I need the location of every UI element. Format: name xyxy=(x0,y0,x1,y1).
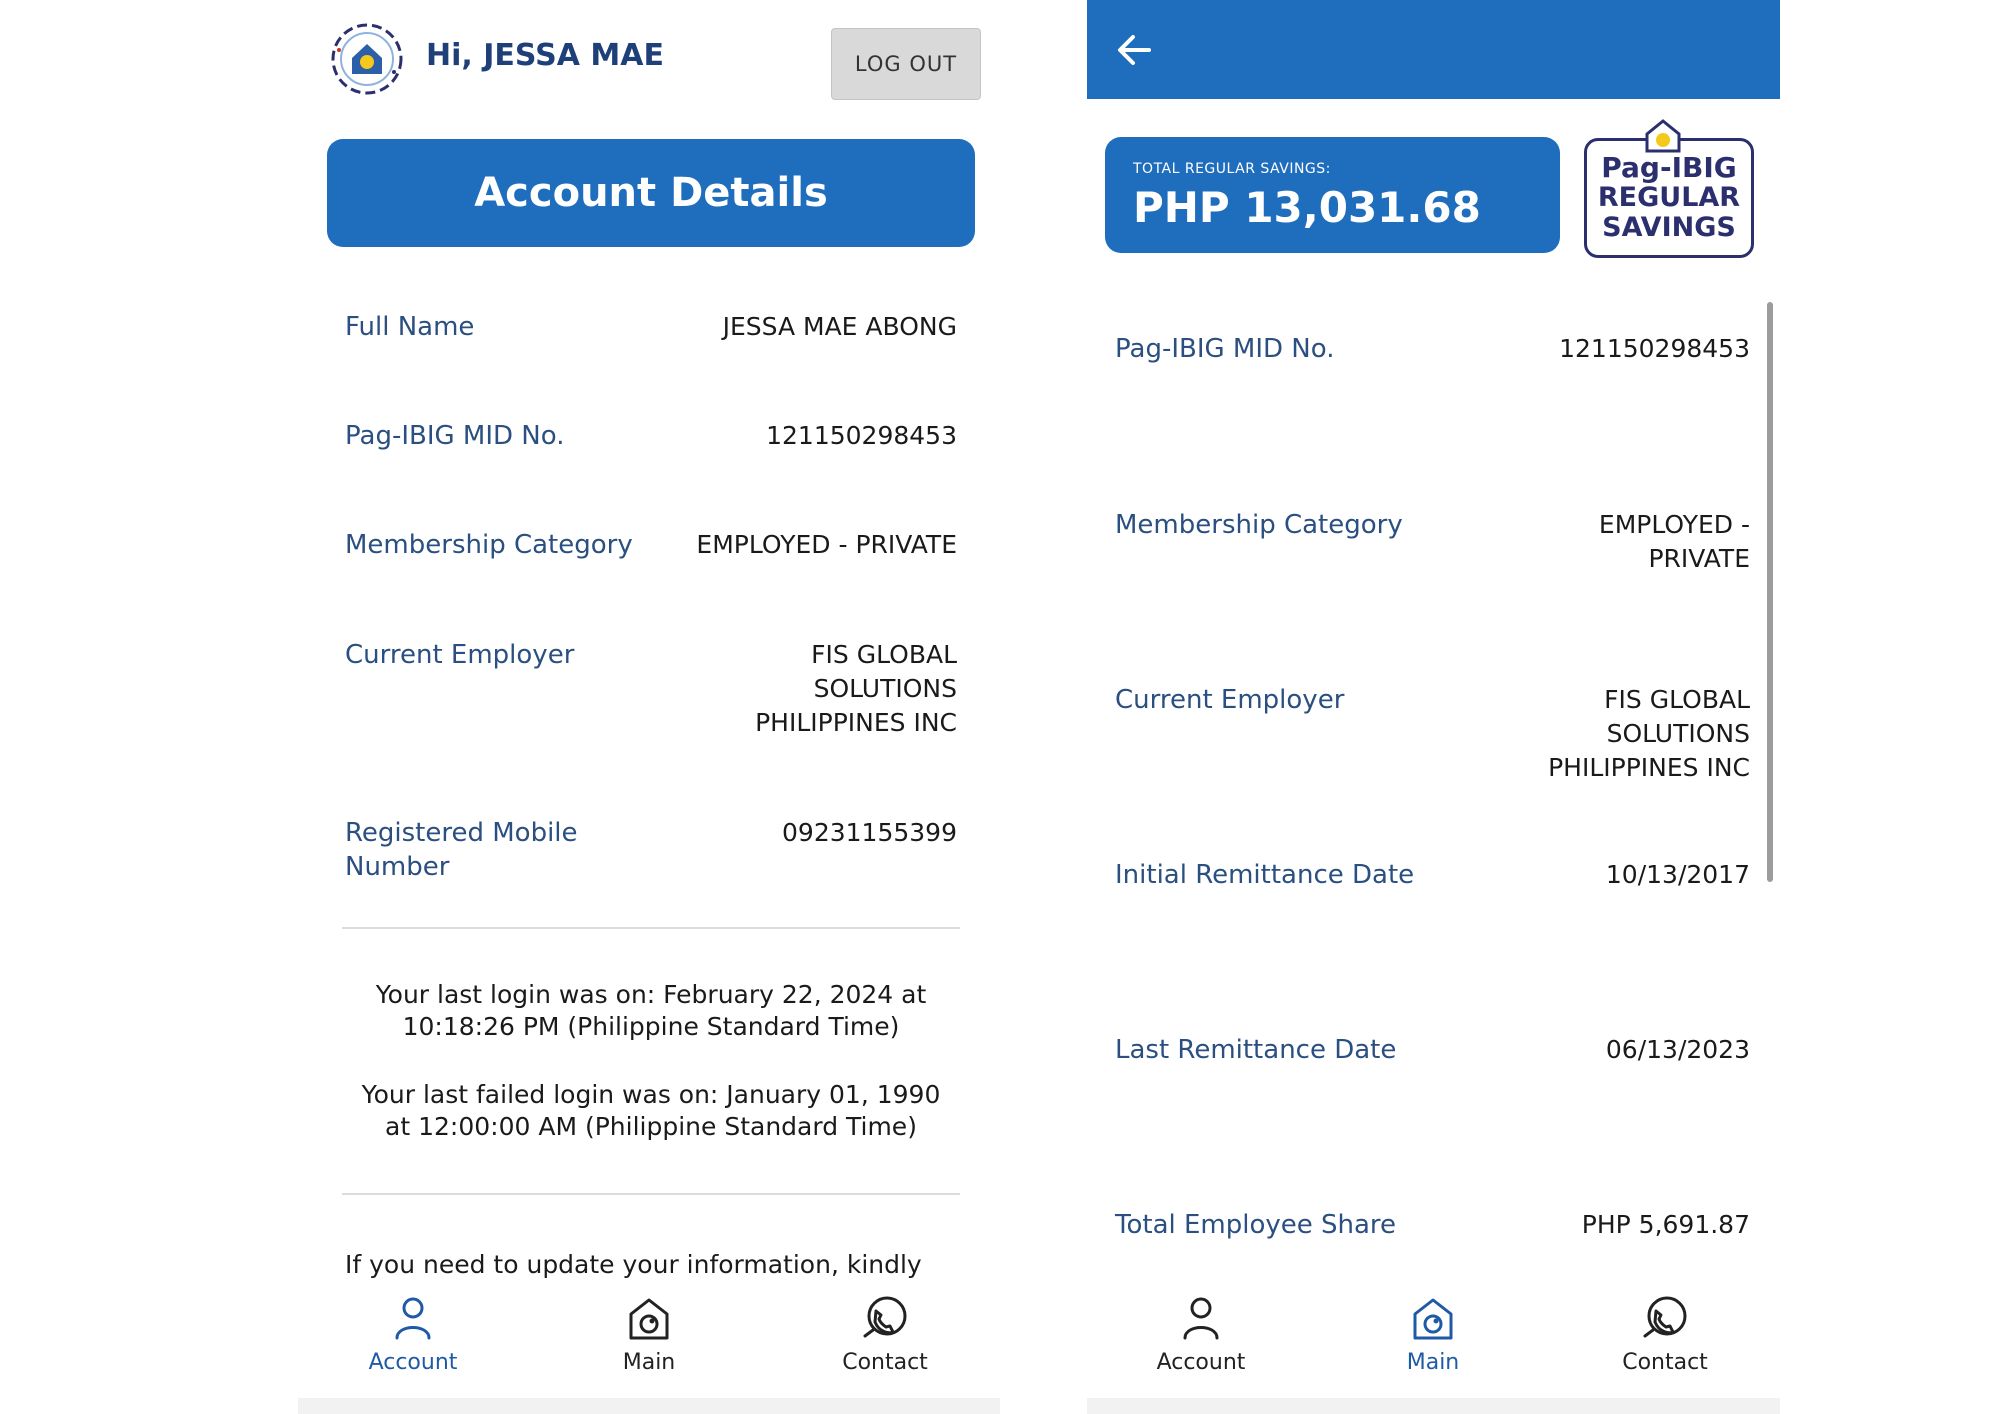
current-employer-line: SOLUTIONS xyxy=(813,674,957,703)
last-login-line: Your last login was on: February 22, 2024 at xyxy=(375,980,927,1009)
person-icon xyxy=(387,1292,439,1344)
initial-remittance-value: 10/13/2017 xyxy=(1605,860,1750,889)
logout-button[interactable]: LOG OUT xyxy=(831,28,981,100)
account-details-screen xyxy=(298,0,1000,1414)
update-info-line: If you need to update your information, kindly xyxy=(345,1250,922,1279)
current-employer-line: FIS GLOBAL xyxy=(1604,685,1750,714)
bottom-nav xyxy=(1087,1280,1780,1414)
last-failed-login-line: Your last failed login was on: January 01, 1990 xyxy=(361,1080,941,1109)
last-remittance-label: Last Remittance Date xyxy=(1115,1035,1397,1065)
mid-number-row xyxy=(345,419,957,453)
regular-savings-screen xyxy=(1087,0,1780,1414)
regular-savings-badge xyxy=(1584,138,1754,258)
last-remittance-row xyxy=(1115,1033,1750,1067)
membership-category-row xyxy=(1115,508,1750,576)
employee-share-row xyxy=(1115,1208,1750,1242)
last-login-text xyxy=(345,979,957,1043)
mobile-number-row xyxy=(345,816,957,884)
current-employer-line: PHILIPPINES INC xyxy=(1548,753,1750,782)
last-failed-login-line: at 12:00:00 AM (Philippine Standard Time) xyxy=(385,1112,917,1141)
membership-category-line: PRIVATE xyxy=(1648,544,1750,573)
nav-contact-label: Contact xyxy=(1622,1350,1708,1375)
divider xyxy=(342,1193,960,1195)
current-employer-value xyxy=(1548,683,1750,785)
last-login-line: 10:18:26 PM (Philippine Standard Time) xyxy=(402,1012,900,1041)
badge-line: Pag-IBIG xyxy=(1601,151,1737,184)
membership-category-label: Membership Category xyxy=(1115,510,1403,540)
home-icon xyxy=(623,1292,675,1344)
nav-account[interactable] xyxy=(343,1292,483,1375)
full-name-value: JESSA MAE ABONG xyxy=(722,312,957,341)
nav-main[interactable] xyxy=(1363,1292,1503,1375)
mobile-number-label-line: Registered Mobile xyxy=(345,818,578,848)
total-savings-caption: TOTAL REGULAR SAVINGS: xyxy=(1133,161,1331,177)
person-icon xyxy=(1175,1292,1227,1344)
initial-remittance-row xyxy=(1115,858,1750,892)
nav-contact-label: Contact xyxy=(842,1350,928,1375)
page-title: Account Details xyxy=(327,139,975,247)
nav-main-label: Main xyxy=(622,1350,676,1375)
membership-category-row xyxy=(345,528,957,562)
nav-contact[interactable] xyxy=(1595,1292,1735,1375)
phone-icon xyxy=(859,1292,911,1344)
full-name-label: Full Name xyxy=(345,312,475,342)
employee-share-label: Total Employee Share xyxy=(1115,1210,1397,1240)
badge-line: SAVINGS xyxy=(1602,212,1736,243)
mobile-number-label xyxy=(345,816,578,884)
nav-main-label: Main xyxy=(1406,1350,1460,1375)
last-failed-login-text xyxy=(345,1079,957,1143)
mid-number-row xyxy=(1115,332,1750,366)
mid-number-value: 121150298453 xyxy=(1559,334,1750,363)
membership-category-value: EMPLOYED - PRIVATE xyxy=(696,530,957,559)
current-employer-line: PHILIPPINES INC xyxy=(755,708,957,737)
mid-number-value: 121150298453 xyxy=(766,421,957,450)
nav-contact[interactable] xyxy=(815,1292,955,1375)
membership-category-line: EMPLOYED - xyxy=(1598,510,1750,539)
membership-category-value xyxy=(1599,508,1750,576)
mobile-number-label-line: Number xyxy=(345,852,450,882)
current-employer-label: Current Employer xyxy=(345,640,575,670)
current-employer-row xyxy=(1115,683,1750,785)
nav-account-label: Account xyxy=(1156,1350,1246,1375)
current-employer-label: Current Employer xyxy=(1115,685,1345,715)
last-remittance-value: 06/13/2023 xyxy=(1605,1035,1750,1064)
mid-number-label: Pag-IBIG MID No. xyxy=(345,421,565,451)
total-savings-amount: PHP 13,031.68 xyxy=(1133,183,1481,232)
greeting: Hi, JESSA MAE xyxy=(426,38,664,73)
pag-ibig-logo xyxy=(328,20,406,98)
current-employer-line: SOLUTIONS xyxy=(1606,719,1750,748)
scrollbar[interactable] xyxy=(1767,302,1773,882)
employee-share-value: PHP 5,691.87 xyxy=(1581,1210,1750,1239)
app-bar xyxy=(1087,0,1780,99)
membership-category-label: Membership Category xyxy=(345,530,633,560)
phone-icon xyxy=(1639,1292,1691,1344)
total-savings-card xyxy=(1105,137,1560,253)
home-icon xyxy=(1407,1292,1459,1344)
nav-account[interactable] xyxy=(1131,1292,1271,1375)
mid-number-label: Pag-IBIG MID No. xyxy=(1115,334,1335,364)
divider xyxy=(342,927,960,929)
nav-main[interactable] xyxy=(579,1292,719,1375)
mobile-number-value: 09231155399 xyxy=(782,818,957,847)
badge-line: REGULAR xyxy=(1597,182,1741,213)
initial-remittance-label: Initial Remittance Date xyxy=(1115,860,1415,890)
arrow-left-icon[interactable] xyxy=(1109,24,1161,76)
full-name-row xyxy=(345,310,957,344)
nav-account-label: Account xyxy=(368,1350,458,1375)
bottom-nav xyxy=(298,1280,1000,1414)
current-employer-row xyxy=(345,638,957,740)
badge-house-icon xyxy=(1643,118,1683,154)
current-employer-value xyxy=(755,638,957,740)
current-employer-line: FIS GLOBAL xyxy=(811,640,957,669)
